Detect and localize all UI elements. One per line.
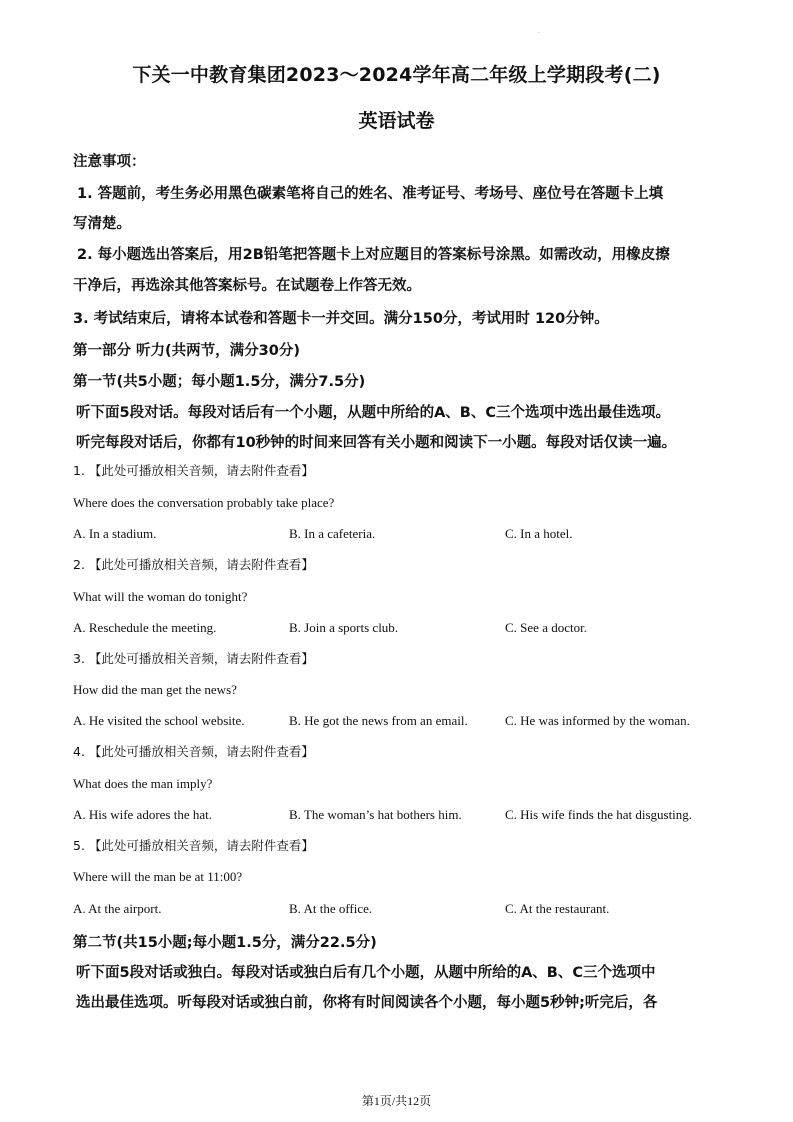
question-stem: How did the man get the news?: [73, 682, 237, 697]
notice-item: 干净后，再选涂其他答案标号。在试题卷上作答无效。: [73, 278, 421, 294]
option-c: C. At the restaurant.: [505, 901, 610, 916]
option-b: B. At the office.: [289, 901, 373, 916]
notice-heading: 注意事项：: [73, 154, 146, 170]
option-c: C. His wife finds the hat disgusting.: [505, 807, 693, 822]
option-c: C. See a doctor.: [505, 620, 587, 635]
option-a: A. Reschedule the meeting.: [73, 620, 217, 635]
option-c: C. In a hotel.: [505, 526, 573, 541]
exam-subtitle: 英语试卷: [358, 110, 435, 132]
section-instructions: 选出最佳选项。听每段对话或独白前，你将有时间阅读各个小题，每小题5秒钟;听完后，各: [76, 995, 658, 1011]
section-instructions: 听下面5段对话。每段对话后有一个小题，从题中所给的A、B、C三个选项中选出最佳选项。: [76, 405, 671, 421]
option-a: A. At the airport.: [73, 901, 162, 916]
option-b: B. In a cafeteria.: [289, 526, 376, 541]
option-b: B. Join a sports club.: [289, 620, 399, 635]
question-stem: Where will the man be at 11:00?: [73, 869, 243, 884]
part-heading: 第一部分 听力(共两节，满分30分): [73, 343, 300, 359]
audio-placeholder[interactable]: 3. 【此处可播放相关音频，请去附件查看】: [73, 651, 314, 666]
scan-mark: ·: [538, 30, 540, 37]
notice-item: 写清楚。: [73, 216, 131, 232]
audio-placeholder[interactable]: 4. 【此处可播放相关音频，请去附件查看】: [73, 744, 314, 759]
question-stem: What does the man imply?: [73, 776, 213, 791]
exam-title: 下关一中教育集团2023～2024学年高二年级上学期段考(二): [132, 64, 661, 86]
option-a: A. In a stadium.: [73, 526, 157, 541]
option-a: A. He visited the school website.: [73, 713, 245, 728]
page-number: 第1页/共12页: [361, 1094, 432, 1108]
option-b: B. The woman’s hat bothers him.: [289, 807, 462, 822]
section-heading: 第一节(共5小题；每小题1.5分，满分7.5分): [73, 374, 366, 390]
option-a: A. His wife adores the hat.: [73, 807, 212, 822]
option-c: C. He was informed by the woman.: [505, 713, 690, 728]
notice-item: 3. 考试结束后，请将本试卷和答题卡一并交回。满分150分，考试用时 120分钟。: [73, 311, 609, 327]
question-stem: What will the woman do tonight?: [73, 589, 248, 604]
audio-placeholder[interactable]: 2. 【此处可播放相关音频，请去附件查看】: [73, 557, 314, 572]
notice-item: 1. 答题前，考生务必用黑色碳素笔将自己的姓名、准考证号、考场号、座位号在答题卡上填: [77, 186, 664, 202]
section-instructions: 听下面5段对话或独白。每段对话或独白后有几个小题，从题中所给的A、B、C三个选项中: [76, 965, 656, 981]
notice-item: 2. 每小题选出答案后，用2B铅笔把答题卡上对应题目的答案标号涂黑。如需改动，用橡皮擦: [77, 247, 670, 263]
option-b: B. He got the news from an email.: [289, 713, 468, 728]
section-heading: 第二节(共15小题;每小题1.5分，满分22.5分): [73, 935, 377, 951]
audio-placeholder[interactable]: 1. 【此处可播放相关音频，请去附件查看】: [73, 463, 314, 478]
audio-placeholder[interactable]: 5. 【此处可播放相关音频，请去附件查看】: [73, 838, 314, 853]
section-instructions: 听完每段对话后，你都有10秒钟的时间来回答有关小题和阅读下一小题。每段对话仅读一遍。: [76, 435, 677, 451]
question-stem: Where does the conversation probably take place?: [73, 495, 335, 510]
